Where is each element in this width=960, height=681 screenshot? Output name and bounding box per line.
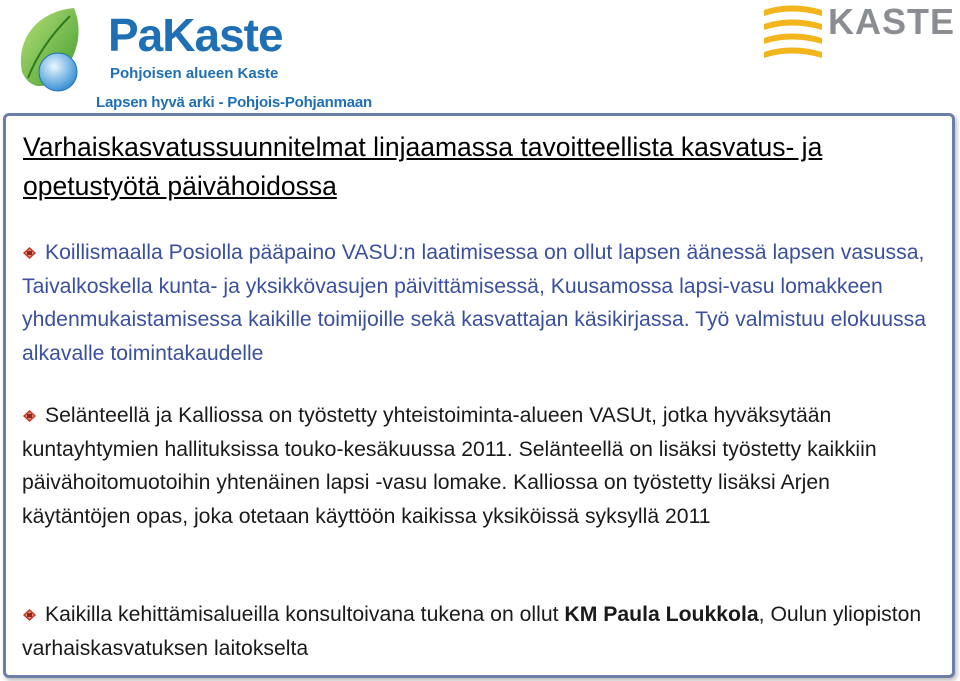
paragraph-text: Selänteellä ja Kalliossa on työstetty yhteistoiminta-alueen VASUt, jotka hyväksytään kuntayhtymien hallituksissa touko-kesäkuussa 2011. Selänteellä on lisäksi työstetty kaikkiin päivähoitomuotoihin yhtenäinen lapsi -vasu lomake. Kalliossa on työstetty lisäksi Arjen käytäntöjen opas, joka otetaan käyttöön kaikissa yksiköissä syksyllä 2011	[22, 404, 877, 528]
pakaste-logo	[14, 2, 434, 112]
brand-tagline: Lapsen hyvä arki - Pohjois-Pohjanmaan	[96, 94, 373, 111]
paragraph-consultant	[22, 598, 934, 665]
brand-subtitle: Pohjoisen alueen Kaste	[110, 65, 279, 82]
paragraph-koillismaa	[22, 236, 934, 370]
kaste-logo	[760, 2, 956, 62]
partner-name: KASTE	[828, 1, 956, 42]
leaf-logo-icon	[14, 2, 98, 96]
slide-title: Varhaiskasvatussuunnitelmat linjaamassa tavoitteellista kasvatus- ja opetustyötä päivähoidossa	[23, 132, 823, 201]
brand-name: PaKaste	[108, 9, 283, 61]
paragraph-text-end: , Oulun yliopiston varhaiskasvatuksen laitokselta	[22, 603, 922, 660]
bullet-icon	[22, 246, 37, 260]
kaste-stripes-logo-icon	[760, 2, 824, 60]
bullet-icon	[22, 608, 37, 622]
bullet-icon	[22, 409, 37, 423]
consultant-name: KM Paula Loukkola	[564, 603, 759, 626]
paragraph-text-start: Kaikilla kehittämisalueilla konsultoivana tukena on ollut	[45, 603, 565, 626]
paragraph-text: Koillismaalla Posiolla pääpaino VASU:n laatimisessa on ollut lapsen äänessä lapsen vasussa, Taivalkoskella kunta- ja yksikkövasujen päivittämisessä, Kuusamossa lapsi-vasu lomakkeen yhdenmukaistamisessa kaikille toimijoille sekä kasvattajan käsikirjassa. Työ valmistuu elokuussa alkavalle toimintakaudelle	[22, 241, 926, 365]
paragraph-selanne-kallio	[22, 399, 934, 533]
content-frame	[3, 113, 955, 678]
